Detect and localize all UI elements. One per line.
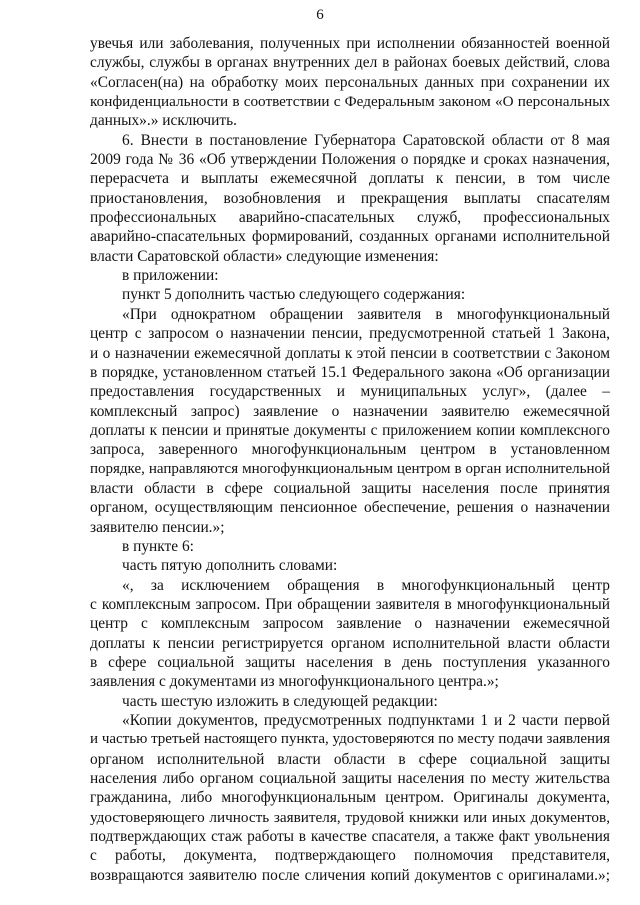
text-line: приостановления, возобновления и прекращения выплаты спасателям: [90, 189, 610, 207]
text-line: часть пятую дополнить словами:: [122, 557, 338, 575]
text-line: «, за исключением обращения в многофункциональный центр: [122, 576, 610, 594]
text-line: часть шестую изложить в следующей редакции:: [122, 692, 438, 710]
text-line: порядке, направляются многофункциональным центром в орган исполнительной: [90, 460, 610, 477]
text-line: власти области в сфере социальной защиты населения после принятия: [90, 479, 610, 497]
text-line: «Копии документов, предусмотренных подпунктами 1 и 2 части первой: [122, 712, 610, 730]
text-line: и частью третьей настоящего пункта, удостоверяются по месту подачи заявления: [90, 731, 610, 748]
text-line: с комплексным запросом. При обращении заявителя в многофункциональный: [90, 595, 610, 613]
text-line: с работы, документа, подтверждающего полномочия представителя,: [90, 847, 610, 865]
text-line: органом исполнительной власти области в сфере социальной защиты: [90, 750, 610, 768]
text-line: населения либо органом социальной защиты населения по месту жительства: [90, 770, 610, 788]
text-line: в сфере социальной защиты населения в день поступления указанного: [90, 654, 610, 671]
page-number: 6: [316, 7, 324, 23]
text-line: «Согласен(на) на обработку моих персональных данных при сохранении их: [90, 73, 610, 91]
text-line: власти Саратовской области» следующие изменения:: [90, 247, 439, 265]
text-line: доплаты к пенсии и принятые документы с приложением копии комплексного: [90, 421, 610, 439]
text-line: перерасчета и выплаты ежемесячной доплаты к пенсии, в том числе: [90, 170, 610, 188]
text-line: службы, службы в органах внутренних дел в районах боевых действий, слова: [90, 54, 610, 72]
text-line: 6. Внести в постановление Губернатора Саратовской области от 8 мая: [122, 131, 610, 149]
text-line: и о назначении ежемесячной доплаты к этой пенсии в соответствии с Законом: [90, 344, 610, 362]
text-line: центр с запросом о назначении пенсии, предусмотренной статьей 1 Закона,: [90, 325, 610, 343]
text-line: заявления с документами из многофункционального центра.»;: [90, 673, 499, 691]
text-line: комплексный запрос) заявление о назначении заявителю ежемесячной: [90, 402, 610, 420]
text-line: центр с комплексным запросом заявление о назначении ежемесячной: [90, 615, 610, 633]
text-line: заявителю пенсии.»;: [90, 518, 225, 536]
text-line: профессиональных аварийно-спасательных служб, профессиональных: [90, 209, 610, 227]
text-line: подтверждающих стаж работы в качестве спасателя, а также факт увольнения: [90, 828, 610, 846]
text-line: пункт 5 дополнить частью следующего содержания:: [122, 286, 466, 304]
text-line: органом, осуществляющим пенсионное обеспечение, решения о назначении: [90, 499, 610, 517]
document-body: [90, 34, 610, 885]
text-line: возвращаются заявителю после сличения копий документов с оригиналами.»;: [90, 866, 610, 884]
text-line: «При однократном обращении заявителя в многофункциональный: [122, 305, 610, 323]
text-line: доплаты к пенсии регистрируется органом исполнительной власти области: [90, 634, 610, 652]
text-line: в пункте 6:: [122, 537, 194, 555]
text-line: конфиденциальности в соответствии с Федеральным законом «О персональных: [90, 93, 610, 111]
text-line: увечья или заболевания, полученных при исполнении обязанностей военной: [90, 35, 610, 52]
text-line: предоставления государственных и муниципальных услуг», (далее –: [90, 383, 610, 401]
text-line: в порядке, установленном статьей 15.1 Федерального закона «Об организации: [90, 363, 610, 381]
text-line: удостоверяющего личность заявителя, трудовой книжки или иных документов,: [90, 808, 610, 826]
text-line: гражданина, либо многофункциональным центром. Оригиналы документа,: [90, 789, 610, 807]
text-line: в приложении:: [122, 267, 219, 285]
text-line: запроса, заверенного многофункциональным центром в установленном: [90, 441, 610, 459]
text-line: данных».» исключить.: [90, 112, 237, 130]
text-line: аварийно-спасательных формирований, созданных органами исполнительной: [90, 228, 610, 246]
text-line: 2009 года № 36 «Об утверждении Положения о порядке и сроках назначения,: [90, 151, 610, 169]
